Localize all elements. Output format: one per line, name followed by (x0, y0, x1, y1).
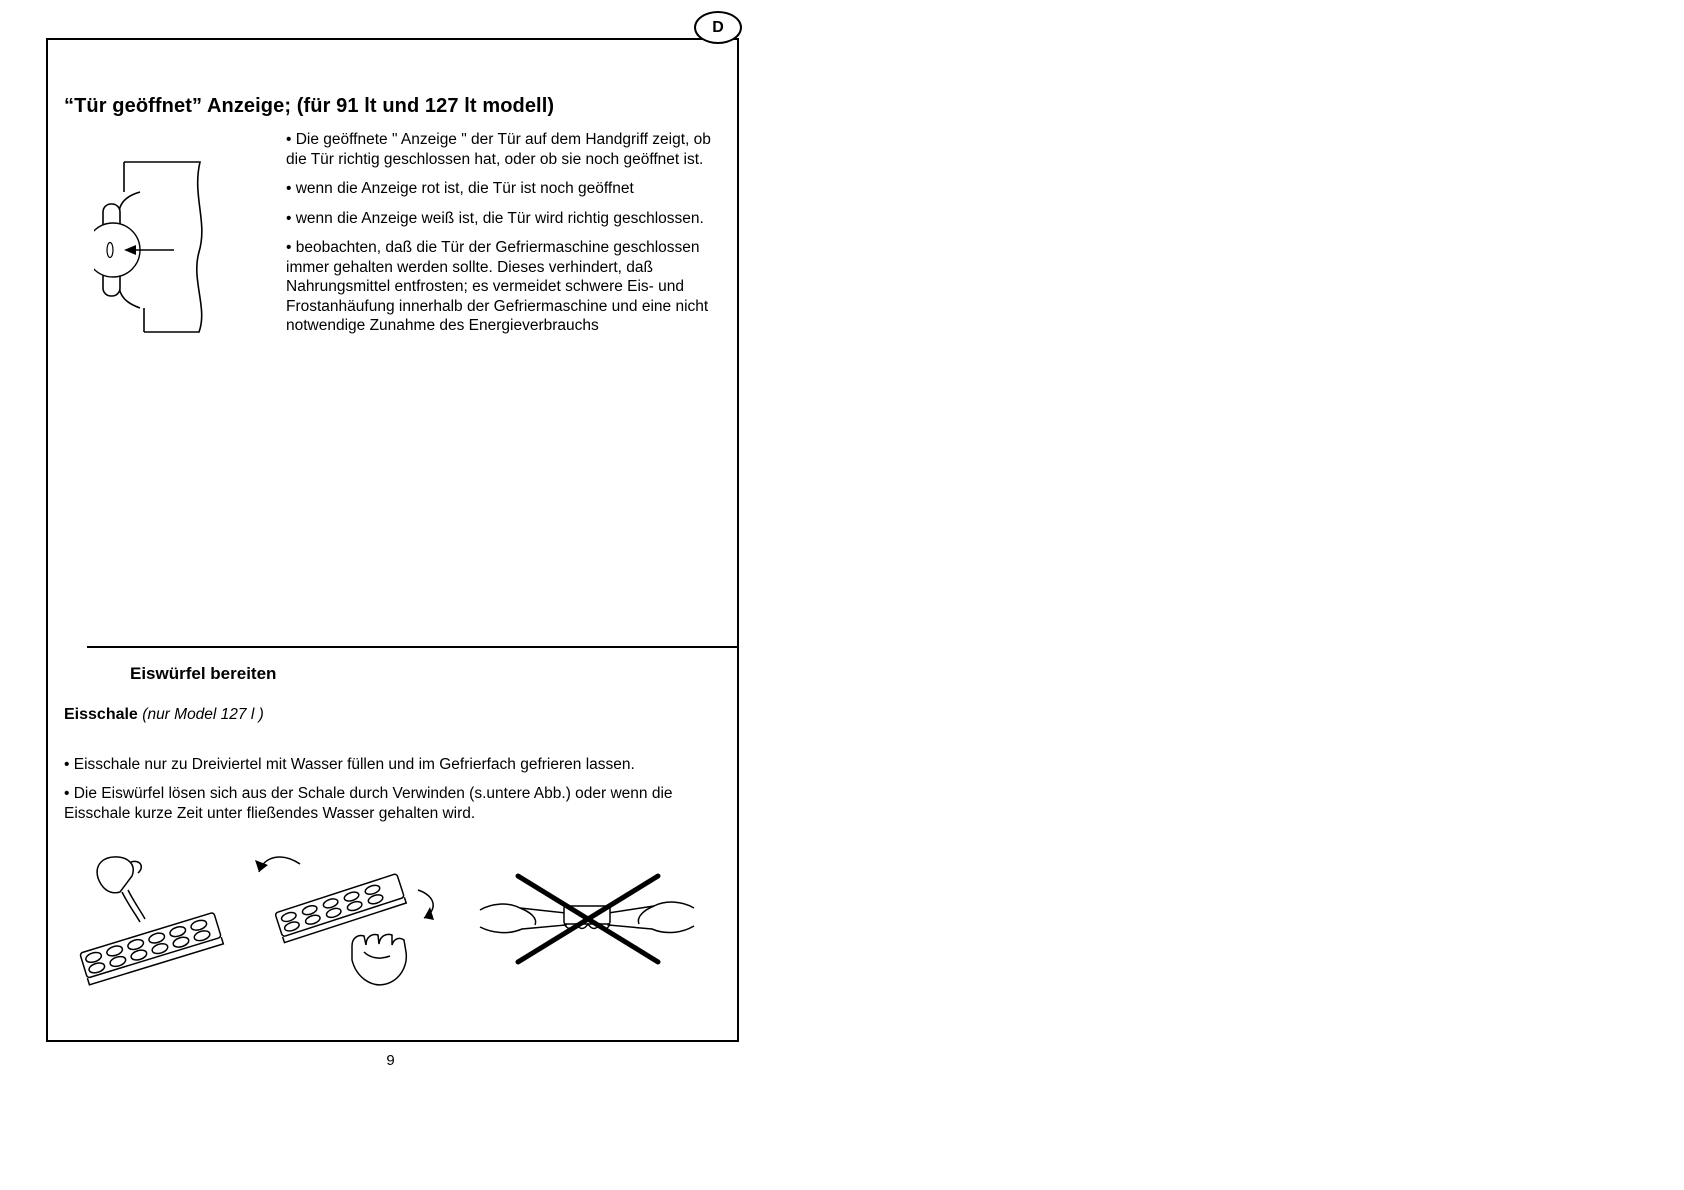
ice-tray-label (64, 706, 264, 724)
language-badge-letter: D (712, 18, 724, 36)
ice-tray (275, 874, 406, 943)
bullet-item: • Die Eiswürfel lösen sich aus der Schale durch Verwinden (s.untere Abb.) oder wenn die Eisschale kurze Zeit unter fließendes Wasser gehalten wird. (64, 785, 673, 822)
bullet-item: • Eisschale nur zu Dreiviertel mit Wasser füllen und im Gefrierfach gefrieren lassen. (64, 756, 635, 773)
ice-section-heading: Eiswürfel bereiten (130, 664, 277, 683)
door-section-bullets (286, 130, 718, 346)
ice-tray (80, 912, 224, 984)
section-divider (87, 646, 737, 648)
ice-tray-label-bold: Eisschale (64, 706, 138, 723)
ice-tray-label-italic: (nur Model 127 l ) (142, 706, 264, 723)
language-badge (694, 11, 742, 44)
door-section-title: “Tür geöffnet” Anzeige; (für 91 lt und 127 lt modell) (64, 95, 555, 117)
hand (352, 934, 406, 984)
content-border-box (46, 38, 739, 1042)
twist-tray-drawing (240, 848, 450, 993)
door-indicator-illustration (94, 158, 234, 338)
bullet-item: • wenn die Anzeige weiß ist, die Tür wird richtig geschlossen. (286, 209, 704, 227)
left-hand (480, 904, 566, 933)
bullet-item: • wenn die Anzeige rot ist, die Tür ist noch geöffnet (286, 180, 634, 197)
water-stream (128, 890, 145, 919)
forbidden-handling-illustration (478, 872, 696, 970)
fill-tray-drawing (74, 852, 239, 992)
water-jug (97, 857, 133, 893)
twist-tray-illustration (240, 848, 450, 993)
bullet-item: • beobachten, daß die Tür der Gefriermaschine geschlossen immer gehalten werden sollte. Dieses verhindert, daß Nahrungsmittel entfrosten; es vermeidet schwere Eis- und Frostanhäufung innerhalb der Gefriermaschine und eine nicht notwendige Zunahme des Energieverbrauchs (286, 239, 709, 334)
bullet-item: • Die geöffnete " Anzeige " der Tür auf dem Handgriff zeigt, ob die Tür richtig geschlossen hat, oder ob sie noch geöffnet ist. (286, 131, 711, 168)
door-indicator-drawing (94, 158, 234, 338)
fill-tray-illustration (74, 852, 239, 992)
page-number: 9 (386, 1052, 395, 1069)
forbidden-handling-drawing (478, 872, 696, 970)
